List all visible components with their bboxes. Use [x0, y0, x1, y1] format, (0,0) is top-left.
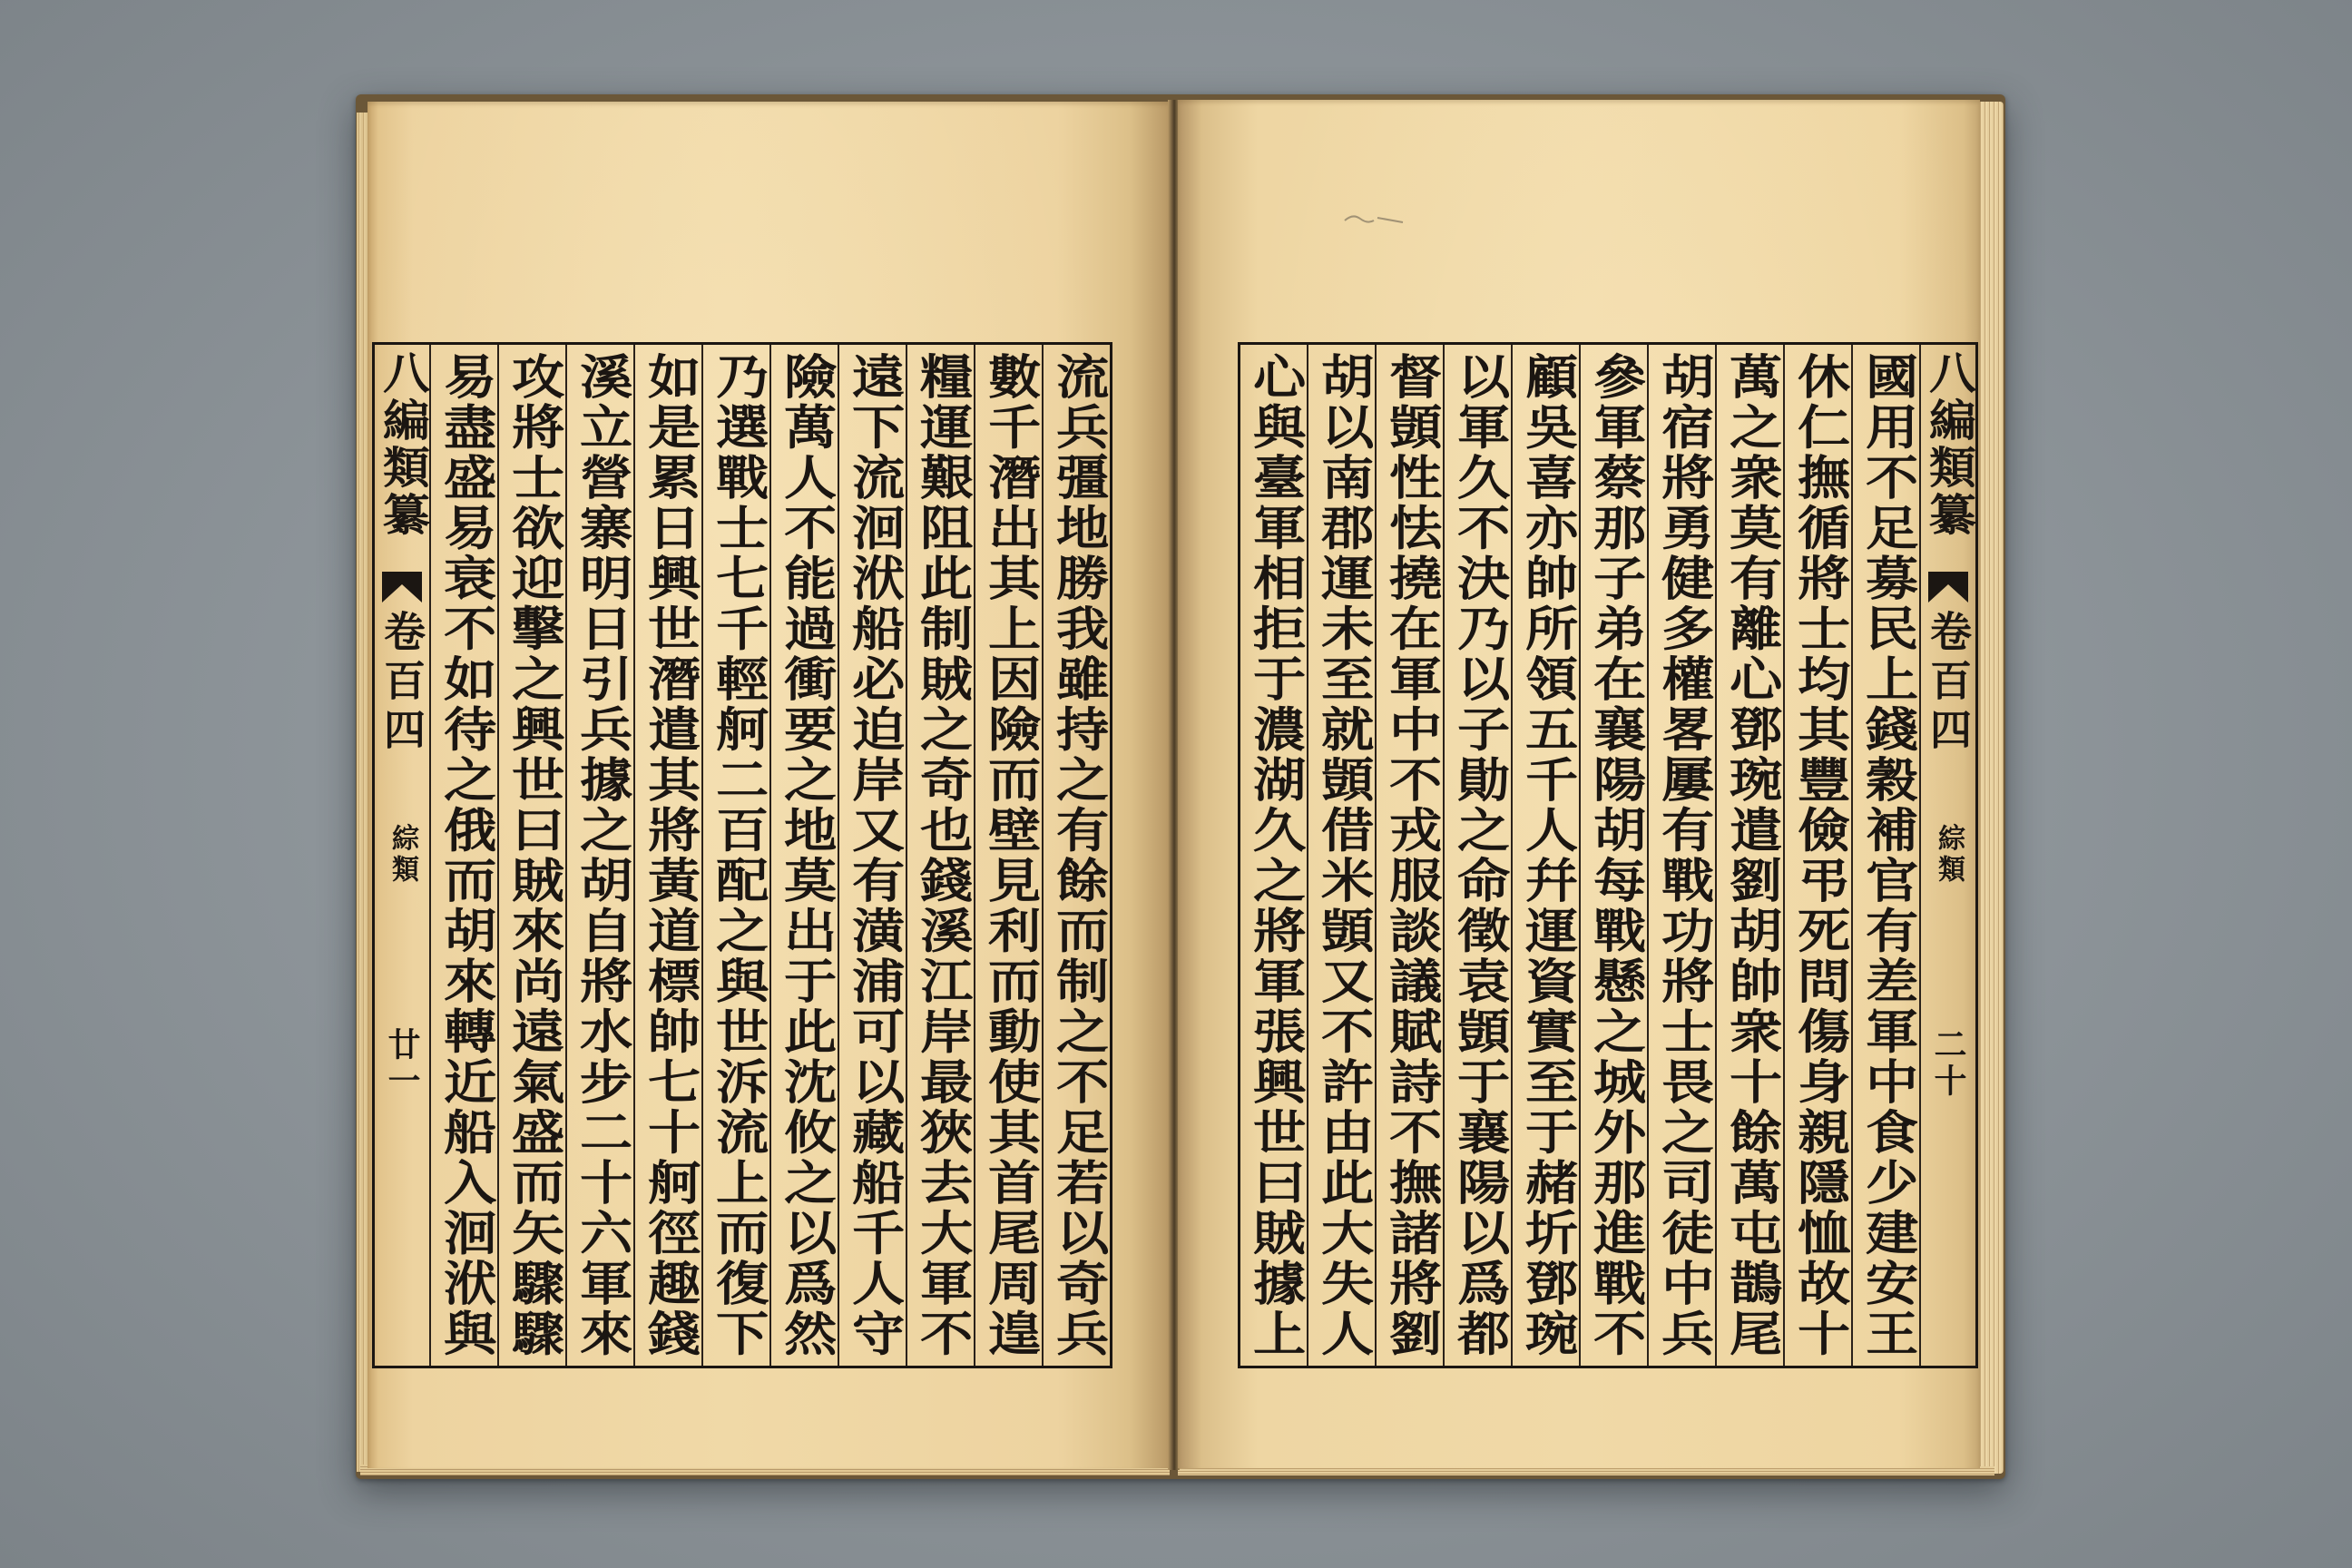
column-text: 易盡盛易衰不如待之俄而胡來轉近船入洄洑與 — [433, 352, 496, 1359]
text-column — [701, 345, 769, 1366]
column-text: 參軍蔡那子弟在襄陽胡每戰懸之城外那進戰不 — [1583, 352, 1646, 1359]
text-column — [1307, 345, 1375, 1366]
column-text: 糧運艱阻此制賊之奇也錢溪江岸最狹去大軍不 — [909, 352, 973, 1359]
category-label: 綜類 — [1933, 824, 1965, 886]
text-column — [1375, 345, 1443, 1366]
fish-tail-mark — [382, 572, 422, 603]
text-column — [1715, 345, 1783, 1366]
column-text: 以軍久不決乃以子勛之命徵袁顗于襄陽以爲都 — [1446, 352, 1510, 1359]
category-label: 綜類 — [387, 824, 418, 886]
text-column — [1647, 345, 1715, 1366]
text-column — [1240, 345, 1307, 1366]
column-text: 如是累日興世潛遣其將黃道標帥七十舸徑趣錢 — [637, 352, 701, 1359]
left-page-margin-column — [375, 345, 429, 1366]
column-text: 攻將士欲迎擊之興世曰賊來尚遠氣盛而矢驟驟 — [501, 352, 564, 1359]
text-column — [565, 345, 633, 1366]
column-text: 遠下流洄洑船必迫岸又有潢浦可以藏船千人守 — [841, 352, 905, 1359]
page-number: 廿一 — [383, 1027, 421, 1100]
column-text: 休仁撫循將士均其豐儉弔死問傷身親隱恤故十 — [1787, 352, 1850, 1359]
column-text: 胡以南郡運未至就顗借米顗又不許由此大失人 — [1310, 352, 1374, 1359]
volume-number: 卷百四 — [377, 610, 426, 757]
column-text: 胡宿將勇健多權畧屢有戰功將士畏之司徒中兵 — [1651, 352, 1714, 1359]
text-column — [1443, 345, 1511, 1366]
text-column — [1579, 345, 1647, 1366]
text-column — [1042, 345, 1110, 1366]
book-title: 八編類纂 — [374, 350, 430, 539]
page-number: 二十 — [1929, 1027, 1967, 1100]
text-column — [633, 345, 701, 1366]
column-text: 險萬人不能過衝要之地莫出于此沈攸之以爲然 — [773, 352, 837, 1359]
column-text: 萬之衆莫有離心鄧琬遣劉胡帥衆十餘萬屯鵲尾 — [1719, 352, 1782, 1359]
left-page — [368, 102, 1170, 1468]
book-title: 八編類纂 — [1920, 350, 1976, 539]
column-text: 流兵彊地勝我雖持之有餘而制之不足若以奇兵 — [1045, 352, 1109, 1359]
right-page — [1178, 100, 1980, 1468]
column-text: 乃選戰士七千輕舸二百配之與世泝流上而復下 — [705, 352, 769, 1359]
column-text: 顧吳喜亦帥所領五千人幷運資實至于赭圻鄧琬 — [1514, 352, 1578, 1359]
right-text-frame — [1238, 342, 1978, 1368]
text-column — [974, 345, 1042, 1366]
column-text: 溪立營寨明日引兵據之胡自將水步二十六軍來 — [569, 352, 632, 1359]
fish-tail-mark — [1928, 572, 1968, 603]
text-column — [906, 345, 974, 1366]
text-column — [1511, 345, 1579, 1366]
text-column — [769, 345, 838, 1366]
column-text: 數千潛出其上因險而壁見利而動使其首尾周遑 — [977, 352, 1041, 1359]
right-page-edge-stack — [1978, 102, 2004, 1474]
text-column — [497, 345, 565, 1366]
ink-scribble — [1343, 207, 1406, 230]
column-text: 心與臺軍相拒于濃湖久之將軍張興世曰賊據上 — [1242, 352, 1306, 1359]
text-column — [1851, 345, 1919, 1366]
column-text: 督顗性怯撓在軍中不戎服談議賦詩不撫諸將劉 — [1378, 352, 1442, 1359]
right-page-margin-column — [1919, 345, 1975, 1366]
volume-number: 卷百四 — [1924, 610, 1973, 757]
text-column — [429, 345, 497, 1366]
left-text-frame — [372, 342, 1112, 1368]
column-text: 國用不足募民上錢穀補官有差軍中食少建安王 — [1855, 352, 1918, 1359]
text-column — [838, 345, 906, 1366]
text-column — [1783, 345, 1851, 1366]
